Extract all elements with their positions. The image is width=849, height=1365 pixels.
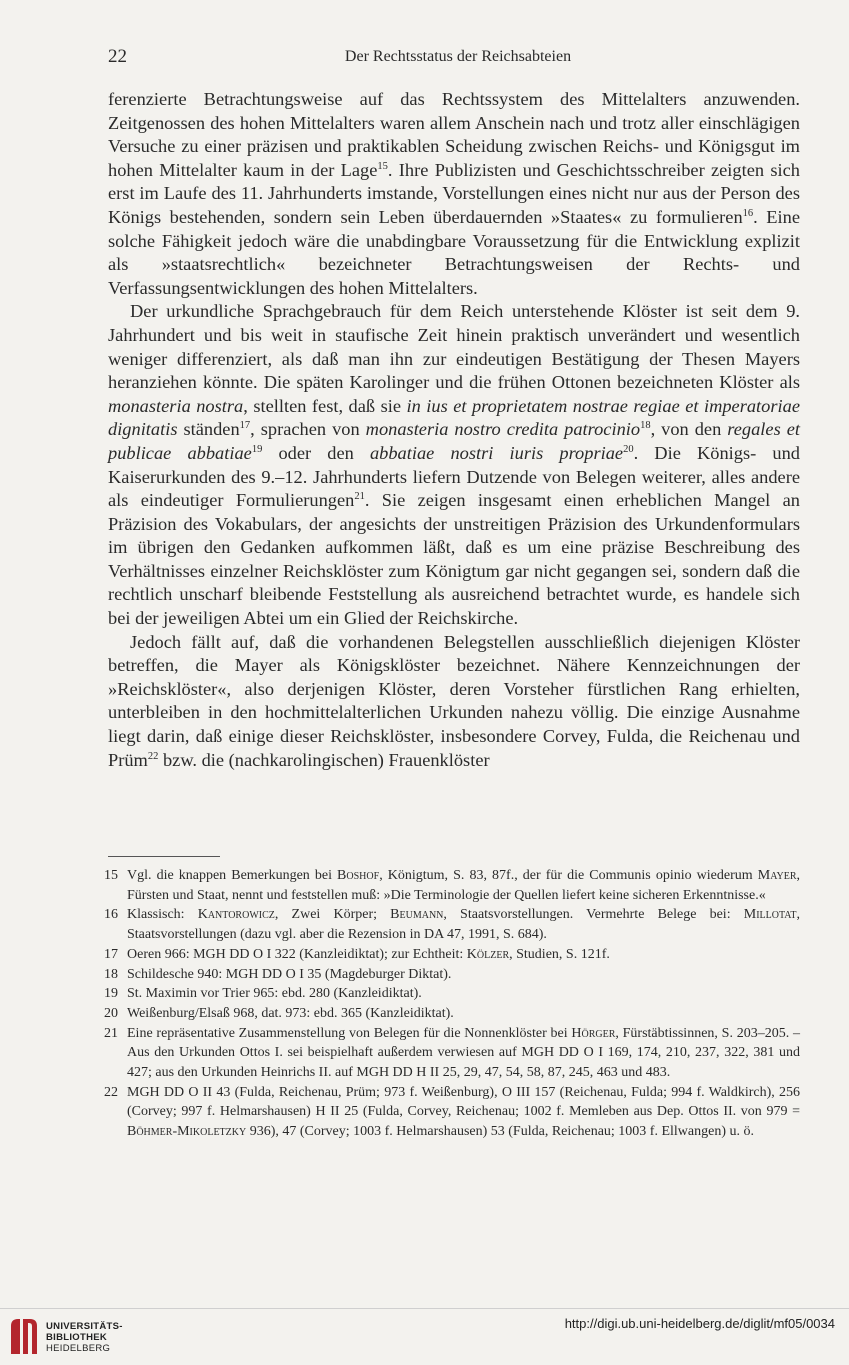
latin-quote: monasteria nostro credita patrocinio <box>365 419 641 440</box>
text-run: . Ihre Publizisten und Geschichtsschreiber zeigten sich erst im Laufe des 11. Jahrhunderts imstande, Vorstellungen eines nicht nur aus der Person des Königs bestehenden, sondern sein Leben überdauernden »Staates« zu formulieren <box>108 159 800 227</box>
latin-quote: regales et publicae abbatiae <box>108 419 800 463</box>
permalink-url[interactable]: http://digi.ub.uni-heidelberg.de/diglit/mf05/0034 <box>564 1316 835 1331</box>
footnotes <box>104 866 800 1142</box>
footnote-18 <box>104 965 800 985</box>
footnote-number: 21 <box>104 1025 118 1041</box>
footnote-21 <box>104 1024 800 1083</box>
library-emblem-icon <box>8 1316 40 1356</box>
text-run: , Studien, S. 121f. <box>509 946 610 962</box>
text-run: Jedoch fällt auf, daß die vorhandenen Belegstellen ausschließlich diejenigen Klöster betreffen, die Mayer als Königsklöster bezeichnet. Nähere Kennzeichnungen der »Reichsklöster«, also derjenigen Klöster, deren Vorsteher fürstlichen Rang erhielten, unterbleiben in den hochmittelalterlichen Urkunden nahezu völlig. Die einzige Ausnahme liegt darin, daß einige dieser Reichsklöster, insbesondere Corvey, Fulda, die Reichenau und Prüm <box>108 631 800 770</box>
text-run: , sprachen von <box>250 419 366 440</box>
text-run: ständen <box>177 419 240 440</box>
text-run: St. Maximin vor Trier 965: ebd. 280 (Kanzleidiktat). <box>127 986 422 1002</box>
paragraph-3 <box>108 631 800 773</box>
text-run: , Fürsten und Staat, nennt und feststellen muß: »Die Terminologie der Quellen liefert keine sicheren Erkenntnisse.« <box>127 868 801 903</box>
footnote-ref-20[interactable]: 20 <box>623 443 634 455</box>
text-run: , von den <box>650 419 728 440</box>
text-run: , Zwei Körper; <box>274 907 391 923</box>
text-run: Schildesche 940: MGH DD O I 35 (Magdeburger Diktat). <box>127 966 452 982</box>
paragraph-1 <box>108 88 800 300</box>
library-logo[interactable] <box>8 1316 168 1360</box>
footnote-separator <box>108 856 220 857</box>
logo-text-line-1: UNIVERSITÄTS- <box>46 1321 123 1332</box>
footnote-number: 15 <box>104 868 118 883</box>
text-run: , stellten fest, daß sie <box>243 395 407 416</box>
latin-quote: monasteria nostra <box>108 395 244 416</box>
text-run: Klassisch: <box>127 907 198 923</box>
text-run: , Königtum, S. 83, 87f., der für die Communis opinio wiederum <box>379 868 758 883</box>
footnote-ref-17[interactable]: 17 <box>239 420 251 432</box>
text-run: ferenzierte Betrachtungsweise auf das Rechtssystem des Mittelalters anzuwenden. Zeitgenossen des hohen Mittelalters waren allem Anschein nach und trotz aller einschlägigen Versuche zu einer präzisen und praktikablen Scheidung zwischen Reichs- und Königsgut im hohen Mittelalter kaum in der Lage <box>108 89 800 180</box>
footnote-22 <box>104 1083 800 1142</box>
footnote-ref-15[interactable]: 15 <box>377 160 388 172</box>
text-run: , Staatsvorstellungen (dazu vgl. aber die Rezension in DA 47, 1991, S. 684). <box>127 907 800 943</box>
author-name: Kantorowicz <box>197 907 275 923</box>
footnote-number: 19 <box>104 986 118 1002</box>
text-run: , Fürstäbtissinnen, S. 203–205. – Aus den Urkunden Ottos I. sei beispielhaft außerdem verwiesen auf MGH DD O I 169, 174, 210, 237, 322, 381 und 427; aus den Urkunden Heinrichs II. auf MGH DD H II 25, 29, 47, 54, 58, 87, 245, 463 und 483. <box>127 1025 800 1081</box>
viewer-footer <box>0 1308 849 1365</box>
footnote-16 <box>104 905 800 944</box>
text-run: MGH DD O II 43 (Fulda, Reichenau, Prüm; 973 f. Weißenburg), O III 157 (Reichenau, Fulda; 994 f. Waldkirch), 256 (Corvey; 997 f. Helmarshausen) H II 25 (Fulda, Corvey, Reichenau; 1002 f. Memleben aus Dep. Ottos II. von 979 = <box>127 1084 800 1120</box>
footnote-number: 18 <box>104 966 118 982</box>
footnote-19 <box>104 984 800 1004</box>
author-name: Mayer <box>757 868 797 883</box>
footnote-number: 17 <box>104 946 118 962</box>
author-name: Millotat <box>743 907 797 923</box>
text-run: Weißenburg/Elsaß 968, dat. 973: ebd. 365 (Kanzleidiktat). <box>127 1005 454 1021</box>
text-run: . Die Königs- und Kaiserurkunden des 9.–12. Jahrhunderts liefern Dutzende von Belegen weiterer, alles andere als eindeutiger Formulierungen <box>108 442 800 511</box>
text-run: . Eine solche Fähigkeit jedoch wäre die unabdingbare Voraussetzung für die Entwicklung explizit als »staatsrechtlich« bezeichneter Betrachtungsweisen der Rechts- und Verfassungsentwicklungen des hohen Mittelalters. <box>108 206 800 298</box>
text-run: bzw. die (nachkarolingischen) Frauenklöster <box>158 749 490 770</box>
text-run: Der urkundliche Sprachgebrauch für dem Reich unterstehende Klöster ist seit dem 9. Jahrhundert und bis weit in staufische Zeit hinein praktisch unverändert und wesentlich weniger differenziert, als daß man ihn zur eindeutigen Bestätigung der Thesen Mayers heranziehen könnte. Die späten Karolinger und die frühen Ottonen bezeichneten Klöster als <box>108 301 800 393</box>
footnote-17 <box>104 945 800 965</box>
page-number: 22 <box>108 46 127 67</box>
author-name: Beumann <box>390 907 444 923</box>
text-run: Oeren 966: MGH DD O I 322 (Kanzleidiktat); zur Echtheit: <box>127 946 467 962</box>
body-text <box>108 88 800 772</box>
logo-text-line-3: HEIDELBERG <box>46 1343 111 1354</box>
page-header <box>108 46 808 76</box>
author-name: Böhmer-Mikoletzky <box>127 1124 247 1140</box>
text-run: Eine repräsentative Zusammenstellung von Belegen für die Nonnenklöster bei <box>127 1025 572 1041</box>
latin-quote: abbatiae nostri iuris propriae <box>369 442 624 463</box>
text-run: Vgl. die knappen Bemerkungen bei <box>127 868 338 883</box>
paragraph-2 <box>108 300 800 630</box>
text-run: 936), 47 (Corvey; 1003 f. Helmarshausen) 53 (Fulda, Reichenau; 1003 f. Ellwangen) u. ö. <box>246 1124 754 1140</box>
text-run: oder den <box>262 442 370 463</box>
footnote-number: 16 <box>104 907 118 923</box>
footnote-15 <box>104 866 800 905</box>
footnote-number: 22 <box>104 1084 118 1100</box>
author-name: Boshof <box>337 868 380 883</box>
latin-quote: in ius et proprietatem nostrae regiae et imperatoriae dignitatis <box>108 395 800 440</box>
author-name: Hörger <box>571 1025 616 1041</box>
running-title: Der Rechtsstatus der Reichsabteien <box>344 48 572 65</box>
footnote-ref-19[interactable]: 19 <box>251 443 263 455</box>
text-run: . Sie zeigen insgesamt einen erheblichen Mangel an Präzision des Vokabulars, der angesichts der unstreitigen Präzision des Urkundenformulars im übrigen den Gedanken aufkommen läßt, daß es um eine präzise Beschreibung des Verhältnisses einzelner Reichsklöster zum Königtum gar nicht gegangen sei, sondern daß die rechtlich unscharf bleibende Feststellung als ausreichend betrachtet wurde, es handele sich bei der jeweiligen Abtei um ein Glied der Reichskirche. <box>108 490 800 629</box>
author-name: Kölzer <box>466 946 510 962</box>
footnote-number: 20 <box>104 1005 118 1021</box>
footer-divider <box>0 1308 849 1309</box>
footnote-ref-18[interactable]: 18 <box>640 420 651 432</box>
footnote-ref-22[interactable]: 22 <box>147 750 159 762</box>
text-run: , Staatsvorstellungen. Vermehrte Belege bei: <box>443 907 744 923</box>
footnote-ref-21[interactable]: 21 <box>354 491 365 503</box>
logo-text-line-2: BIBLIOTHEK <box>46 1332 108 1343</box>
footnote-20 <box>104 1004 800 1024</box>
footnote-ref-16[interactable]: 16 <box>742 207 754 219</box>
